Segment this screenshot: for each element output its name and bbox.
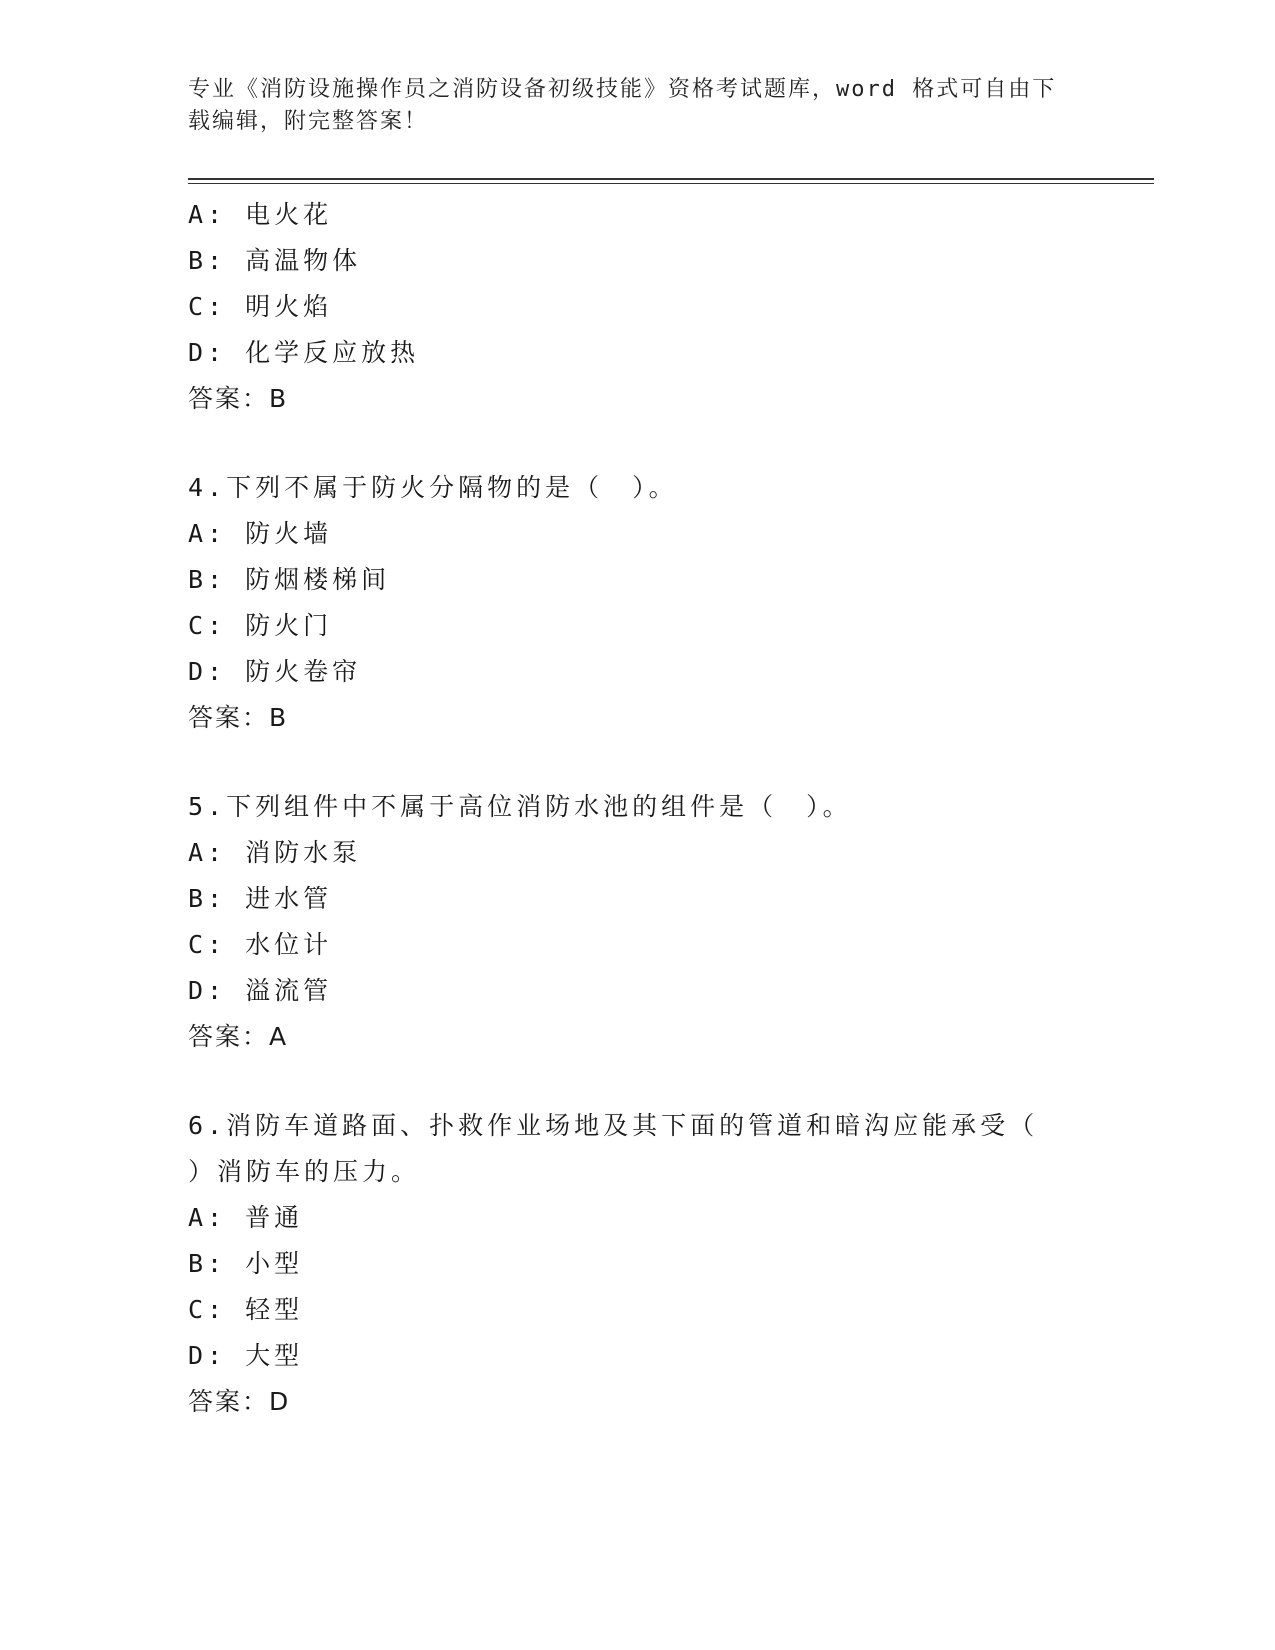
question-5 [188, 784, 1068, 1060]
option-a: A: 普通 [188, 1203, 304, 1232]
question-stem: 4.下列不属于防火分隔物的是（ ）。 [188, 473, 678, 502]
option-a: A: 消防水泵 [188, 838, 362, 867]
option-c: C: 轻型 [188, 1295, 304, 1324]
answer: 答案：B [188, 384, 289, 413]
question-4 [188, 465, 1068, 741]
question-6 [188, 1103, 1068, 1425]
question-stem: 5.下列组件中不属于高位消防水池的组件是（ ）。 [188, 792, 852, 821]
option-b: B: 进水管 [188, 884, 333, 913]
question-stem-line-1: 6.消防车道路面、扑救作业场地及其下面的管道和暗沟应能承受（ [188, 1111, 1039, 1140]
header-line-1: 专业《消防设施操作员之消防设备初级技能》资格考试题库，word 格式可自由下 [188, 77, 1057, 102]
answer: 答案：B [188, 703, 289, 732]
option-a: A: 电火花 [188, 200, 333, 229]
option-a: A: 防火墙 [188, 519, 333, 548]
option-d: D: 防火卷帘 [188, 657, 362, 686]
header-divider-thin [188, 183, 1154, 184]
option-c: C: 明火焰 [188, 292, 333, 321]
option-b: B: 防烟楼梯间 [188, 565, 391, 594]
option-d: D: 溢流管 [188, 976, 333, 1005]
header-line-2: 载编辑，附完整答案！ [188, 109, 429, 134]
option-d: D: 大型 [188, 1341, 304, 1370]
header-divider-thick [188, 178, 1154, 180]
option-c: C: 水位计 [188, 930, 333, 959]
option-b: B: 小型 [188, 1249, 304, 1278]
answer: 答案：A [188, 1022, 289, 1051]
option-b: B: 高温物体 [188, 246, 362, 275]
option-d: D: 化学反应放热 [188, 338, 420, 367]
option-c: C: 防火门 [188, 611, 333, 640]
question-3 [188, 192, 1068, 422]
question-stem-line-2: ）消防车的压力。 [188, 1157, 421, 1186]
document-header [188, 74, 1068, 138]
question-list [188, 192, 1068, 1425]
answer: 答案：D [188, 1387, 291, 1416]
